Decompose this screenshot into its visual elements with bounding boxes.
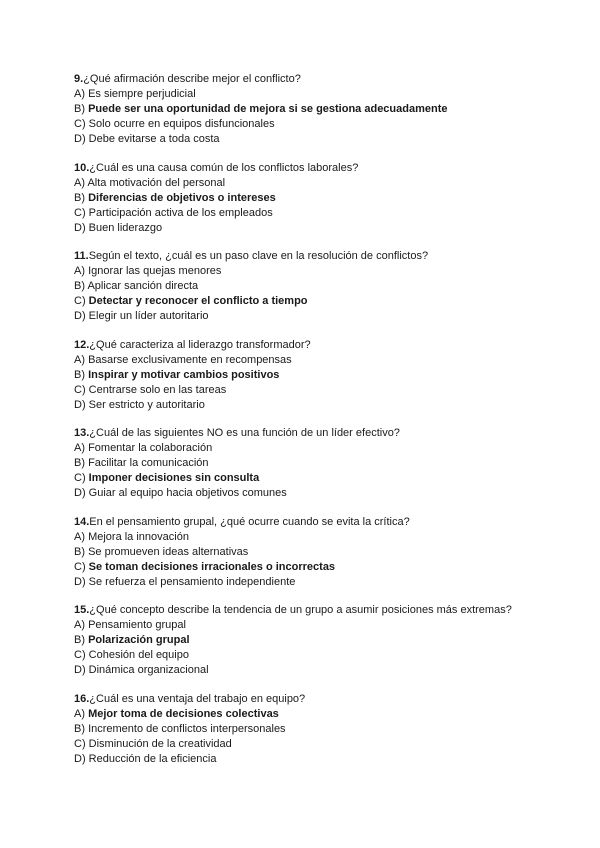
option-c-correct: [74, 560, 574, 575]
option-b-correct: [74, 633, 574, 648]
question-title: [74, 249, 574, 264]
question-number: 11.: [74, 250, 89, 262]
question-text: ¿Cuál de las siguientes NO es una función de un líder efectivo?: [89, 427, 400, 439]
option-text: Es siempre perjudicial: [88, 88, 196, 100]
option-letter: A): [74, 707, 85, 720]
option-letter: D): [74, 752, 86, 765]
option-letter: C): [74, 560, 86, 573]
question-title: [74, 338, 574, 353]
question-title: [74, 603, 574, 618]
option-text: Alta motivación del personal: [87, 176, 226, 189]
option-b: [74, 279, 574, 294]
option-a: [74, 176, 574, 191]
question-11: [74, 249, 574, 324]
option-text: Mejor toma de decisiones colectivas: [88, 707, 279, 720]
option-a: [74, 441, 574, 456]
option-d: [74, 575, 574, 590]
option-text: Ser estricto y autoritario: [88, 398, 205, 411]
option-a: [74, 618, 574, 633]
option-text: Detectar y reconocer el conflicto a tiempo: [88, 295, 308, 307]
option-text: Buen liderazgo: [88, 221, 163, 234]
question-12: [74, 338, 574, 413]
option-text: Solo ocurre en equipos disfuncionales: [88, 118, 275, 130]
option-text: Se refuerza el pensamiento independiente: [88, 575, 296, 588]
option-letter: C): [74, 472, 86, 484]
option-text: Imponer decisiones sin consulta: [88, 472, 260, 484]
question-number: 15.: [74, 604, 90, 616]
option-letter: C): [74, 295, 86, 307]
option-letter: A): [74, 619, 85, 631]
question-number: 12.: [74, 338, 90, 351]
option-d: [74, 221, 574, 236]
option-text: Debe evitarse a toda costa: [88, 133, 220, 145]
option-text: Participación activa de los empleados: [88, 206, 273, 219]
option-letter: C): [74, 737, 86, 750]
question-15: [74, 603, 574, 678]
option-d: [74, 398, 574, 413]
option-text: Cohesión del equipo: [88, 649, 189, 661]
question-number: 10.: [74, 161, 90, 174]
option-text: Centrarse solo en las tareas: [88, 383, 227, 396]
option-text: Ignorar las quejas menores: [88, 265, 222, 277]
question-16: [74, 692, 574, 767]
option-letter: B): [74, 634, 85, 646]
option-letter: D): [74, 487, 86, 499]
option-text: Pensamiento grupal: [88, 619, 186, 631]
option-letter: D): [74, 398, 86, 411]
option-text: Basarse exclusivamente en recompensas: [88, 353, 292, 366]
option-d: [74, 486, 574, 501]
option-b: [74, 722, 574, 737]
option-letter: B): [74, 103, 85, 115]
option-b-correct: [74, 102, 574, 117]
question-text: ¿Qué afirmación describe mejor el conflicto?: [83, 73, 301, 85]
option-c: [74, 737, 574, 752]
option-a: [74, 264, 574, 279]
option-letter: A): [74, 176, 85, 189]
option-letter: A): [74, 442, 85, 454]
option-b-correct: [74, 191, 574, 206]
option-letter: A): [74, 530, 85, 543]
option-c: [74, 206, 574, 221]
option-a: [74, 530, 574, 545]
option-a-correct: [74, 707, 574, 722]
option-letter: D): [74, 221, 86, 234]
question-number: 13.: [74, 427, 90, 439]
option-text: Diferencias de objetivos o intereses: [88, 191, 276, 204]
option-d: [74, 309, 574, 324]
question-title: [74, 72, 574, 87]
option-text: Dinámica organizacional: [88, 664, 209, 676]
option-text: Disminución de la creatividad: [88, 737, 232, 750]
option-text: Facilitar la comunicación: [88, 457, 209, 469]
option-c: [74, 383, 574, 398]
quiz-page: [74, 72, 574, 780]
option-letter: D): [74, 133, 86, 145]
option-letter: A): [74, 353, 85, 366]
question-title: [74, 692, 574, 707]
option-a: [74, 87, 574, 102]
option-text: Se promueven ideas alternativas: [88, 545, 249, 558]
option-letter: B): [74, 722, 85, 735]
option-c: [74, 648, 574, 663]
option-text: Aplicar sanción directa: [87, 280, 199, 292]
option-text: Guiar al equipo hacia objetivos comunes: [88, 487, 287, 499]
option-text: Polarización grupal: [88, 634, 190, 646]
option-letter: D): [74, 575, 86, 588]
question-number: 16.: [74, 692, 90, 705]
option-b: [74, 545, 574, 560]
question-14: [74, 515, 574, 590]
option-letter: A): [74, 88, 85, 100]
question-9: [74, 72, 574, 147]
option-letter: C): [74, 206, 86, 219]
option-text: Mejora la innovación: [88, 530, 189, 543]
question-title: [74, 515, 574, 530]
question-title: [74, 426, 574, 441]
option-letter: B): [74, 457, 85, 469]
question-text: ¿Cuál es una causa común de los conflictos laborales?: [89, 161, 359, 174]
option-c-correct: [74, 294, 574, 309]
option-letter: D): [74, 310, 86, 322]
option-letter: B): [74, 191, 85, 204]
question-text: ¿Qué caracteriza al liderazgo transformador?: [89, 338, 311, 351]
option-letter: C): [74, 118, 86, 130]
option-d: [74, 752, 574, 767]
option-b-correct: [74, 368, 574, 383]
option-b: [74, 456, 574, 471]
option-text: Incremento de conflictos interpersonales: [88, 722, 286, 735]
option-letter: C): [74, 383, 86, 396]
option-d: [74, 132, 574, 147]
option-text: Se toman decisiones irracionales o incorrectas: [88, 560, 336, 573]
option-d: [74, 663, 574, 678]
question-text: ¿Qué concepto describe la tendencia de un grupo a asumir posiciones más extremas?: [89, 604, 512, 616]
option-text: Elegir un líder autoritario: [88, 310, 209, 322]
question-text: En el pensamiento grupal, ¿qué ocurre cuando se evita la crítica?: [89, 515, 410, 528]
option-text: Reducción de la eficiencia: [88, 752, 217, 765]
question-13: [74, 426, 574, 501]
option-c: [74, 117, 574, 132]
question-10: [74, 161, 574, 236]
option-letter: C): [74, 649, 86, 661]
option-letter: D): [74, 664, 86, 676]
option-letter: B): [74, 280, 85, 292]
option-letter: B): [74, 368, 85, 381]
option-a: [74, 353, 574, 368]
option-text: Fomentar la colaboración: [88, 442, 213, 454]
question-number: 14.: [74, 515, 90, 528]
option-letter: B): [74, 545, 85, 558]
option-text: Inspirar y motivar cambios positivos: [88, 368, 280, 381]
option-text: Puede ser una oportunidad de mejora si se gestiona adecuadamente: [88, 103, 448, 115]
option-c-correct: [74, 471, 574, 486]
option-letter: A): [74, 265, 85, 277]
question-text: Según el texto, ¿cuál es un paso clave en la resolución de conflictos?: [88, 250, 429, 262]
question-title: [74, 161, 574, 176]
question-text: ¿Cuál es una ventaja del trabajo en equipo?: [89, 692, 306, 705]
question-number: 9.: [74, 73, 84, 85]
